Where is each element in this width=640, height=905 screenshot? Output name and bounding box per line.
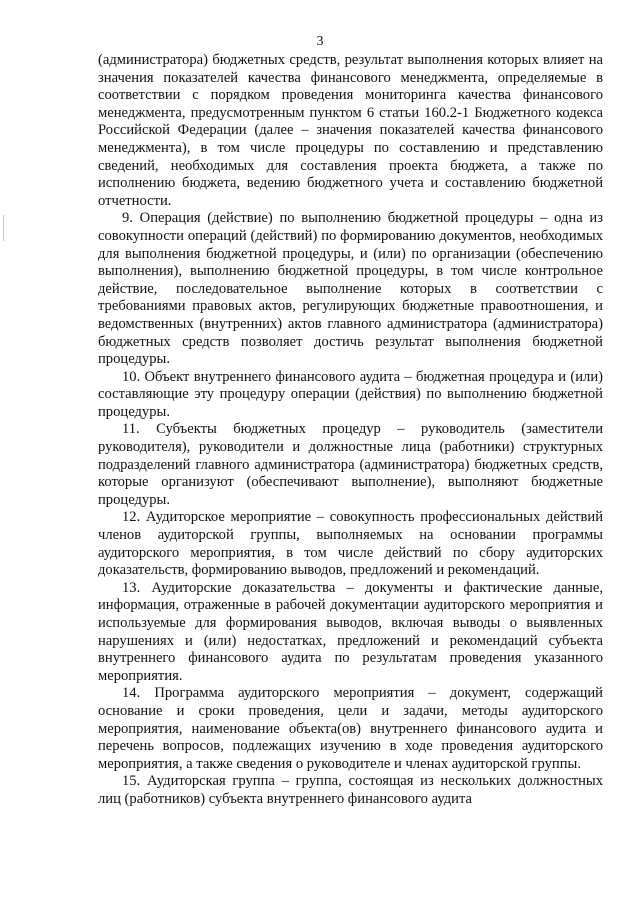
margin-mark [3,215,4,241]
paragraph-10: 10. Объект внутреннего финансового аудита – бюджетная процедура и (или) составляющие эту процедуру операции (действия) по выполнению бюджетной процедуры. [98,368,603,420]
paragraph-9: 9. Операция (действие) по выполнению бюджетной процедуры – одна из совокупности операций (действий) по формированию документов, необходимых для выполнения бюджетной процедуры, и (или) по организации (обеспечению выполнения), выполнению бюджетной процедуры, в том числе контрольное действие, последовательное выполнение которых в соответствии с требованиями правовых актов, регулирующих бюджетные правоотношения, и ведомственных (внутренних) актов главного администратора (администратора) бюджетных средств позволяет достичь результат выполнения бюджетной процедуры. [98,210,603,368]
paragraph-11: 11. Субъекты бюджетных процедур – руководитель (заместители руководителя), руководители и должностные лица (работники) структурных подразделений главного администратора (администратора) бюджетных средств, которые организуют (обеспечивают выполнение), выполняют бюджетные процедуры. [98,421,603,508]
page-number: 3 [316,34,324,49]
paragraph-continuation: (администратора) бюджетных средств, результат выполнения которых влияет на значения показателей качества финансового менеджмента, определяемые в соответствии с порядком проведения мониторинга качества финансового менеджмента, предусмотренным пунктом 6 статьи 160.2-1 Бюджетного кодекса Российской Федерации (далее – значения показателей качества финансового менеджмента), в том числе процедуры по составлению и представлению сведений, необходимых для составления проекта бюджета, а также по исполнению бюджета, ведению бюджетного учета и составлению бюджетной отчетности. [98,52,603,209]
paragraph-13: 13. Аудиторские доказательства – документы и фактические данные, информация, отраженные в рабочей документации аудиторского мероприятия и используемые для формирования выводов, включая выводы о выявленных нарушениях и (или) недостатках, предложений и рекомендаций субъекта внутреннего финансового аудита по результатам проведения указанного мероприятия. [98,579,603,684]
paragraph-14: 14. Программа аудиторского мероприятия – документ, содержащий основание и сроки проведения, цели и задачи, методы аудиторского мероприятия, наименование объекта(ов) внутреннего финансового аудита и перечень вопросов, подлежащих изучению в ходе проведения аудиторского мероприятия, а также сведения о руководителе и членах аудиторской группы. [98,685,603,772]
paragraph-15: 15. Аудиторская группа – группа, состоящая из нескольких должностных лиц (работников) субъекта внутреннего финансового аудита [98,773,603,807]
body-text [98,52,603,809]
paragraph-12: 12. Аудиторское мероприятие – совокупность профессиональных действий членов аудиторской группы, выполняемых на основании программы аудиторского мероприятия, в том числе действий по сбору аудиторских доказательств, формированию выводов, предложений и рекомендаций. [98,509,603,579]
